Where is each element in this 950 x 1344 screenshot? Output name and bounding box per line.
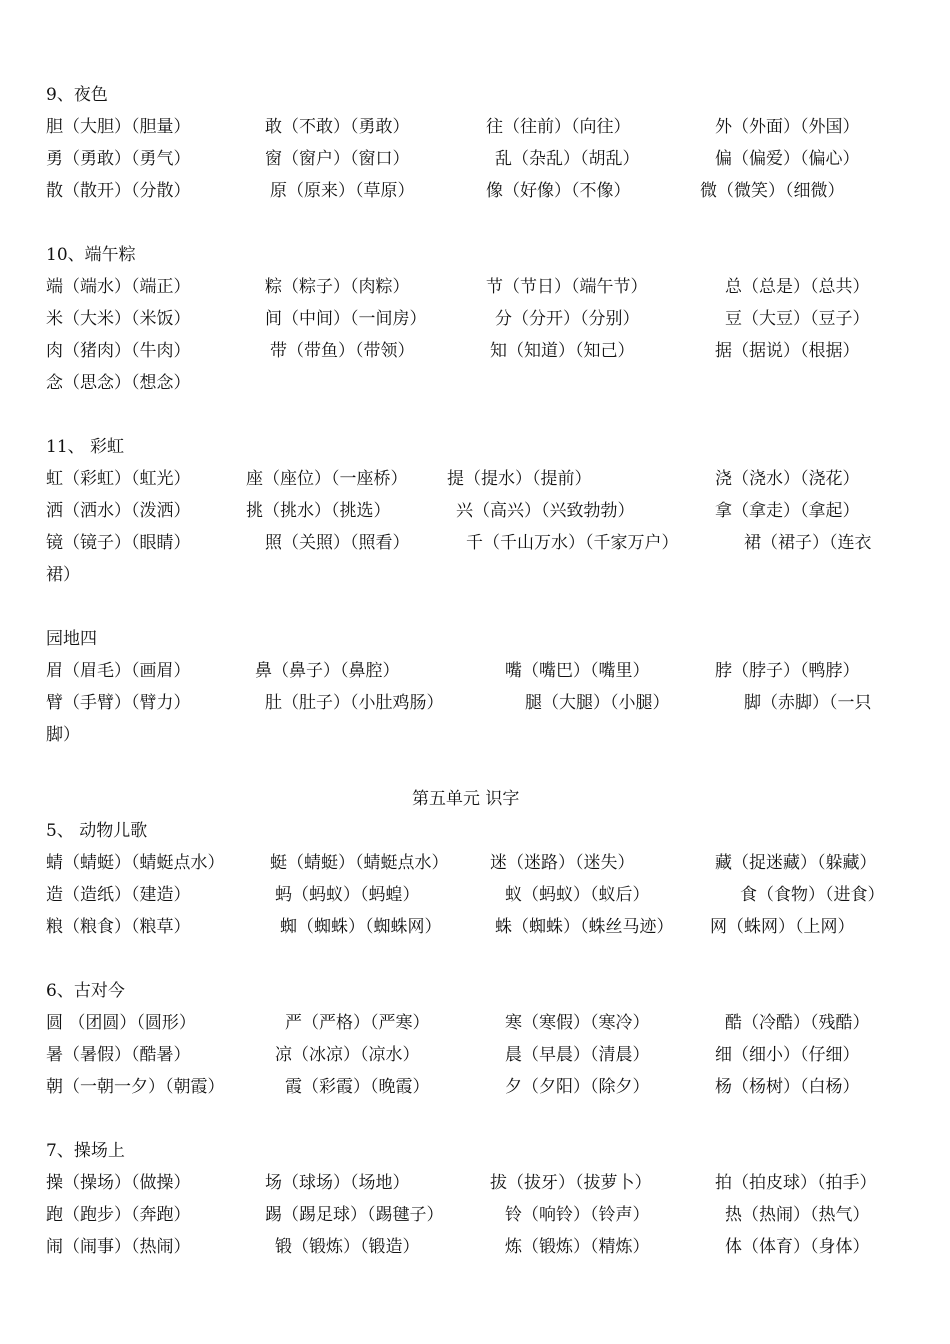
word-entry: 像（好像）（不像） <box>486 181 631 201</box>
word-entry: 原（原来）（草原） <box>270 181 415 201</box>
word-entry: 肚（肚子）（小肚鸡肠） <box>265 693 444 713</box>
lesson-9-title: 9、夜色 <box>46 85 108 105</box>
word-entry: 嘴（嘴巴）（嘴里） <box>505 661 650 681</box>
word-entry: 肉（猪肉）（牛肉） <box>46 341 191 361</box>
word-entry: 严（严格）（严寒） <box>285 1013 430 1033</box>
word-entry: 挑（挑水）（挑选） <box>246 501 391 521</box>
word-entry: 铃（响铃）（铃声） <box>505 1205 650 1225</box>
word-entry: 总（总是）（总共） <box>725 277 870 297</box>
word-entry: 乱（杂乱）（胡乱） <box>495 149 640 169</box>
word-entry: 体（体育）（身体） <box>725 1237 870 1257</box>
word-entry: 千（千山万水）（千家万户） <box>466 533 679 553</box>
word-entry: 敢（不敢）（勇敢） <box>265 117 410 137</box>
lesson-10-title: 10、端午粽 <box>46 245 136 265</box>
word-entry: 腿（大腿）（小腿） <box>525 693 670 713</box>
word-entry: 节（节日）（端午节） <box>486 277 648 297</box>
word-entry: 晨（早晨）（清晨） <box>505 1045 650 1065</box>
word-entry: 蜘（蜘蛛）（蜘蛛网） <box>280 917 442 937</box>
word-entry: 网（蛛网）（上网） <box>710 917 855 937</box>
word-entry: 臂（手臂）（臂力） <box>46 693 191 713</box>
word-entry: 外（外面）（外国） <box>715 117 860 137</box>
word-entry: 知（知道）（知己） <box>490 341 635 361</box>
word-entry: 蜻（蜻蜓）（蜻蜓点水） <box>46 853 225 873</box>
word-entry: 霞（彩霞）（晚霞） <box>285 1077 430 1097</box>
word-entry: 带（带鱼）（带领） <box>270 341 415 361</box>
word-entry: 夕（夕阳）（除夕） <box>505 1077 650 1097</box>
word-entry: 杨（杨树）（白杨） <box>715 1077 860 1097</box>
lesson-6-title: 6、古对今 <box>46 981 125 1001</box>
word-entry: 虹（彩虹）（虹光） <box>46 469 191 489</box>
word-entry: 迷（迷路）（迷失） <box>490 853 635 873</box>
word-entry: 间（中间）（一间房） <box>265 309 427 329</box>
garden-4-title: 园地四 <box>46 629 97 649</box>
word-entry: 脖（脖子）（鸭脖） <box>715 661 860 681</box>
word-entry: 洒（洒水）（泼洒） <box>46 501 191 521</box>
word-entry: 据（据说）（根据） <box>715 341 860 361</box>
word-entry: 米（大米）（米饭） <box>46 309 191 329</box>
lesson-7-title: 7、操场上 <box>46 1141 125 1161</box>
word-entry: 勇（勇敢）（勇气） <box>46 149 191 169</box>
word-entry: 往（往前）（向往） <box>486 117 631 137</box>
word-entry: 眉（眉毛）（画眉） <box>46 661 191 681</box>
word-entry: 裙（裙子）（连衣 <box>744 533 872 553</box>
word-entry: 藏（捉迷藏）（躲藏） <box>715 853 877 873</box>
word-entry: 凉（冰凉）（凉水） <box>275 1045 420 1065</box>
word-entry: 偏（偏爱）（偏心） <box>715 149 860 169</box>
word-entry: 分（分开）（分别） <box>495 309 640 329</box>
word-entry: 蛛（蜘蛛）（蛛丝马迹） <box>495 917 674 937</box>
word-entry: 炼（锻炼）（精炼） <box>505 1237 650 1257</box>
word-entry: 酷（冷酷）（残酷） <box>725 1013 870 1033</box>
word-entry: 操（操场）（做操） <box>46 1173 191 1193</box>
word-entry: 蚁（蚂蚁）（蚁后） <box>505 885 650 905</box>
word-entry: 跑（跑步）（奔跑） <box>46 1205 191 1225</box>
word-entry: 散（散开）（分散） <box>46 181 191 201</box>
word-entry: 脚（赤脚）（一只 <box>744 693 872 713</box>
word-entry: 寒（寒假）（寒冷） <box>505 1013 650 1033</box>
word-entry: 拍（拍皮球）（拍手） <box>715 1173 877 1193</box>
word-entry: 锻（锻炼）（锻造） <box>275 1237 420 1257</box>
lesson-5-title: 5、 动物儿歌 <box>46 821 148 841</box>
word-entry: 念（思念）（想念） <box>46 373 191 393</box>
word-entry: 暑（暑假）（酷暑） <box>46 1045 191 1065</box>
word-entry: 镜（镜子）（眼睛） <box>46 533 191 553</box>
word-entry: 蜓（蜻蜓）（蜻蜓点水） <box>270 853 449 873</box>
word-entry: 粮（粮食）（粮草） <box>46 917 191 937</box>
word-entry: 热（热闹）（热气） <box>725 1205 870 1225</box>
word-entry: 兴（高兴）（兴致勃勃） <box>456 501 635 521</box>
word-entry: 闹（闹事）（热闹） <box>46 1237 191 1257</box>
word-entry: 胆（大胆）（胆量） <box>46 117 191 137</box>
word-entry: 裙） <box>46 565 80 585</box>
word-entry: 窗（窗户）（窗口） <box>265 149 410 169</box>
word-entry: 食（食物）（进食） <box>740 885 885 905</box>
word-entry: 拿（拿走）（拿起） <box>715 501 860 521</box>
word-entry: 浇（浇水）（浇花） <box>715 469 860 489</box>
word-entry: 朝（一朝一夕）（朝霞） <box>46 1077 225 1097</box>
word-entry: 场（球场）（场地） <box>265 1173 410 1193</box>
word-entry: 照（关照）（照看） <box>265 533 410 553</box>
word-entry: 豆（大豆）（豆子） <box>725 309 870 329</box>
word-entry: 提（提水）（提前） <box>447 469 592 489</box>
word-entry: 座（座位）（一座桥） <box>246 469 408 489</box>
word-entry: 鼻（鼻子）（鼻腔） <box>255 661 400 681</box>
word-entry: 微（微笑）（细微） <box>700 181 845 201</box>
unit-heading: 第五单元 识字 <box>412 789 520 809</box>
word-entry: 拔（拔牙）（拔萝卜） <box>490 1173 652 1193</box>
word-entry: 细（细小）（仔细） <box>715 1045 860 1065</box>
word-entry: 踢（踢足球）（踢毽子） <box>265 1205 444 1225</box>
word-entry: 端（端水）（端正） <box>46 277 191 297</box>
word-entry: 粽（粽子）（肉粽） <box>265 277 410 297</box>
word-entry: 脚） <box>46 725 80 745</box>
word-entry: 圆 （团圆）（圆形） <box>46 1013 196 1033</box>
word-entry: 蚂（蚂蚁）（蚂蝗） <box>275 885 420 905</box>
word-entry: 造（造纸）（建造） <box>46 885 191 905</box>
lesson-11-title: 11、 彩虹 <box>46 437 125 457</box>
